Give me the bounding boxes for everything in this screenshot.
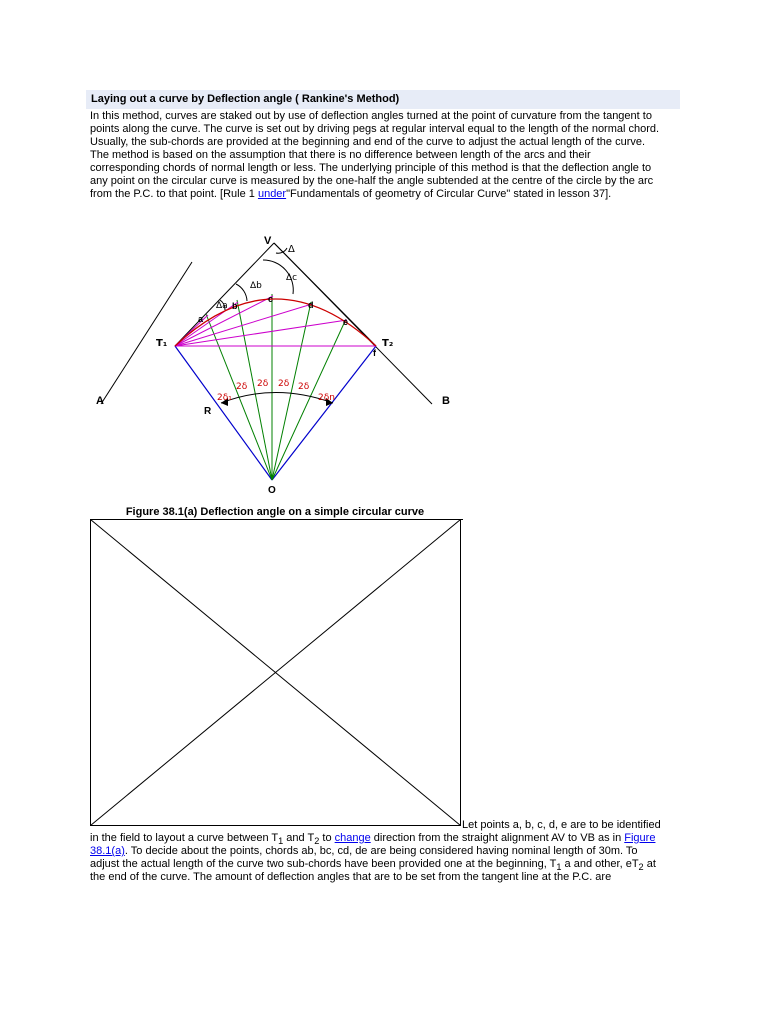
missing-image-placeholder bbox=[90, 519, 464, 826]
vertex-joint bbox=[192, 243, 274, 262]
label-two-delta: 2δ bbox=[257, 379, 269, 389]
radius-t1-o bbox=[175, 346, 272, 480]
body-text: at bbox=[643, 858, 656, 870]
intro-line: any point on the circular curve is measured by the one-half the angle subtended at the centre of the circle by the arc bbox=[90, 175, 654, 187]
intro-line7-text-end: "Fundamentals of geometry of Circular Curve" stated in lesson 37]. bbox=[286, 188, 612, 200]
label-delta: Δ bbox=[288, 244, 295, 255]
intro-line bbox=[90, 188, 680, 201]
body-text: to bbox=[319, 832, 335, 844]
figure-caption: Figure 38.1(a) Deflection angle on a simple circular curve bbox=[125, 506, 425, 518]
subscript: 2 bbox=[638, 862, 644, 873]
body-line: the end of the curve. The amount of deflection angles that are to be set from the tangent line at the P.C. are bbox=[90, 871, 612, 883]
body-text: direction from the straight alignment AV to VB as in bbox=[370, 832, 625, 844]
label-a-point: A bbox=[96, 395, 104, 407]
label-e: e bbox=[343, 317, 349, 327]
body-text: adjust the actual length of the curve two sub-chords have been provided one at the beginning, T bbox=[90, 858, 557, 870]
body-line bbox=[90, 845, 680, 858]
label-f: f bbox=[373, 348, 376, 358]
body-text: in the field to layout a curve between T bbox=[90, 832, 279, 844]
body-line bbox=[90, 832, 680, 845]
subscript: 1 bbox=[278, 836, 284, 847]
body-line bbox=[90, 858, 680, 871]
figure-link[interactable]: Figure bbox=[624, 832, 656, 844]
label-delta-a: Δa bbox=[216, 301, 228, 311]
body-line: Let points a, b, c, d, e are to be identified bbox=[462, 819, 661, 831]
figure-diagram bbox=[80, 222, 480, 496]
under-link[interactable]: under bbox=[257, 188, 287, 200]
label-v: V bbox=[264, 235, 272, 247]
label-c: c bbox=[268, 294, 274, 304]
broken-image-box bbox=[90, 519, 464, 826]
body-text: and T bbox=[283, 832, 315, 844]
label-two-delta-1: 2δ₁ bbox=[217, 393, 232, 403]
tangent-av bbox=[101, 262, 192, 404]
subscript: 1 bbox=[556, 862, 562, 873]
intro-line7-text: from the P.C. to that point. [Rule 1 bbox=[90, 188, 258, 200]
label-r: R bbox=[204, 406, 212, 417]
delta-b-arc bbox=[236, 284, 247, 301]
body-text: a and other, eT bbox=[561, 858, 639, 870]
tangent-v-t2 bbox=[274, 243, 376, 346]
subscript: 2 bbox=[314, 836, 320, 847]
change-link[interactable]: change bbox=[334, 832, 371, 844]
label-t2: T₂ bbox=[382, 338, 394, 349]
intro-line: The method is based on the assumption that there is no difference between length of the arcs and their bbox=[90, 149, 591, 161]
label-o: O bbox=[268, 485, 276, 496]
label-b: b bbox=[232, 301, 238, 311]
intro-line: In this method, curves are staked out by use of deflection angles turned at the point of curvature from the tangent to bbox=[90, 110, 652, 122]
body-text: . To decide about the points, chords ab, bc, cd, de are being considered having nominal length of 30m. To bbox=[124, 845, 638, 857]
section-title: Laying out a curve by Deflection angle ( Rankine's Method) bbox=[91, 93, 400, 105]
body-paragraph bbox=[90, 819, 680, 884]
intro-line: corresponding chords of normal length or less. The underlying principle of this method is that the deflection angle to bbox=[90, 162, 652, 174]
deflection-angle-figure bbox=[80, 222, 480, 496]
intro-paragraph bbox=[90, 110, 680, 201]
label-two-delta: 2δ bbox=[278, 379, 290, 389]
label-delta-c: Δc bbox=[286, 273, 298, 283]
section-heading-bar bbox=[86, 90, 680, 109]
label-two-delta-n: 2δn bbox=[318, 393, 335, 403]
intro-line: points along the curve. The curve is set out by driving pegs at regular interval equal to the length of the normal chord. bbox=[90, 123, 660, 135]
label-b-point: B bbox=[442, 395, 450, 407]
figure-ref-link[interactable]: 38.1(a) bbox=[90, 845, 125, 857]
label-a: a bbox=[198, 314, 204, 324]
label-t1: T₁ bbox=[156, 338, 168, 349]
intro-line: Usually, the sub-chords are provided at the beginning and end of the curve to adjust the actual length of the curve. bbox=[90, 136, 646, 148]
label-two-delta: 2δ bbox=[236, 382, 248, 392]
label-two-delta: 2δ bbox=[298, 382, 310, 392]
label-delta-b: Δb bbox=[250, 281, 262, 291]
label-d: d bbox=[308, 300, 314, 310]
